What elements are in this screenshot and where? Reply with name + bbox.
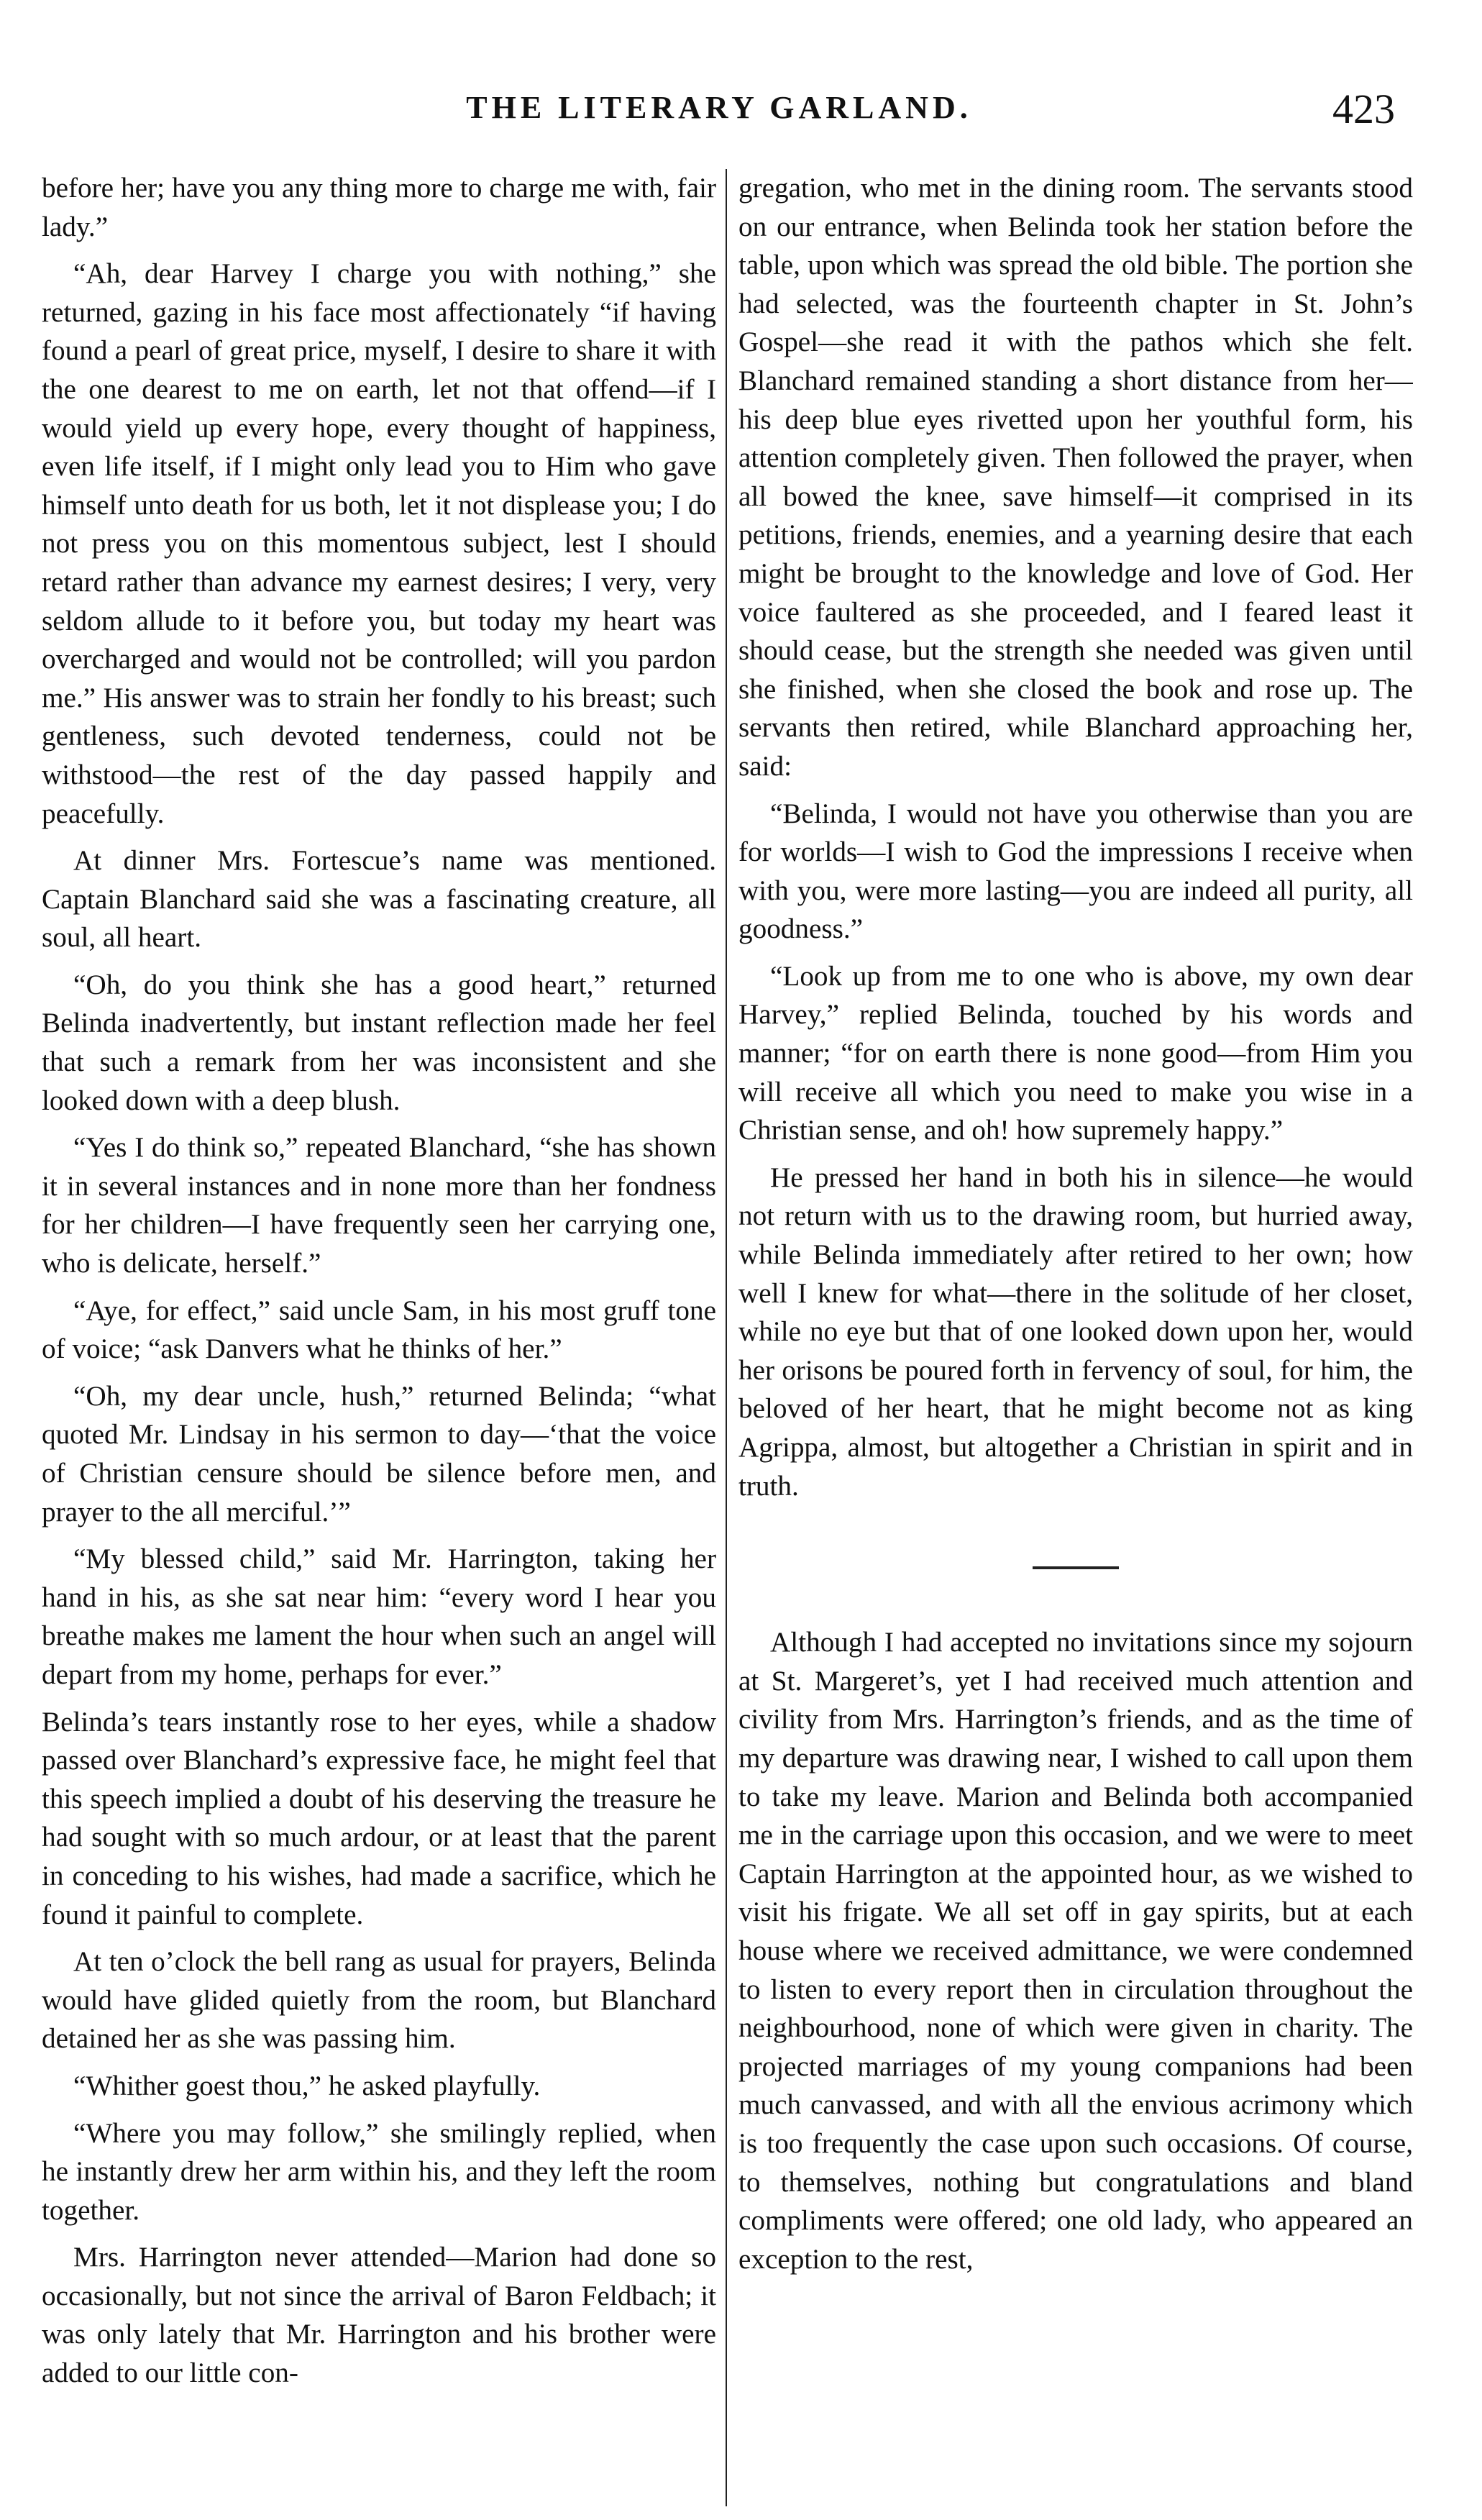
page-number: 423 <box>1332 86 1395 132</box>
column-divider <box>726 169 727 2506</box>
paragraph: Belinda’s tears instantly rose to her eyes, while a shadow passed over Blanchard’s expressive face, he might feel that this speech implied a doubt of his deserving the treasure he had sought with so much ardour, or at least that the parent in conceding to his wishes, had made a sacrifice, which he found it painful to complete. <box>42 1706 716 1930</box>
paragraph: “Oh, do you think she has a good heart,” returned Belinda inadvertently, but instant reflection made her feel that such a remark from her was inconsistent and she looked down with a deep blush. <box>42 969 716 1116</box>
paragraph: He pressed her hand in both his in silence—he would not return with us to the drawing room, but hurried away, while Belinda immediately after retired to her own; how well I knew for what—there in the solitude of her closet, while no eye but that of one looked down upon her, would her orisons be poured forth in fervency of soul, for him, the beloved of her heart, that he might become not as king Agrippa, almost, but altogether a Christian in spirit and in truth. <box>738 1161 1413 1502</box>
section-divider <box>1033 1566 1119 1569</box>
right-column <box>738 169 1413 2506</box>
paragraph: “Oh, my dear uncle, hush,” returned Belinda; “what quoted Mr. Lindsay in his sermon to day—‘that the voice of Christian censure should be silence before men, and prayer to the all merciful.’” <box>42 1380 716 1528</box>
paragraph: “Whither goest thou,” he asked playfully. <box>73 2070 541 2101</box>
running-title: THE LITERARY GARLAND. <box>466 90 972 125</box>
paragraph: before her; have you any thing more to charge me with, fair lady.” <box>42 173 716 242</box>
paragraph: At dinner Mrs. Fortescue’s name was mentioned. Captain Blanchard said she was a fascinating creature, all soul, all heart. <box>42 845 716 954</box>
paragraph: Although I had accepted no invitations since my sojourn at St. Margeret’s, yet I had received much attention and civility from Mrs. Harrington’s friends, and as the time of my departure was drawing near, I wished to call upon them to take my leave. Marion and Belinda both accompanied me in the carriage upon this occasion, and we were to meet Captain Harrington at the appointed hour, as we wished to visit his frigate. We all set off in gay spirits, but at each house where we received admittance, we were condemned to listen to every report then in circulation throughout the neighbourhood, none of which were given in charity. The projected marriages of my young companions had been much canvassed, and with all the envious acrimony which is too frequently the case upon such occasions. Of course, to themselves, nothing but congratulations and bland compliments were offered; one old lady, who appeared an exception to the rest, <box>738 1627 1413 2275</box>
page-header <box>29 85 1409 142</box>
paragraph: “Yes I do think so,” repeated Blanchard, “she has shown it in several instances and in none more than her fondness for her children—I have frequently seen her carrying one, who is delicate, herself.” <box>42 1132 716 1279</box>
paragraph: “Aye, for effect,” said uncle Sam, in his most gruff tone of voice; “ask Danvers what he thinks of her.” <box>42 1295 716 1365</box>
paragraph: Mrs. Harrington never attended—Marion had done so occasionally, but not since the arrival of Baron Feldbach; it was only lately that Mr. Harrington and his brother were added to our little con- <box>42 2242 716 2389</box>
paragraph: gregation, who met in the dining room. The servants stood on our entrance, when Belinda took her station before the table, upon which was spread the old bible. The portion she had selected, was the fourteenth chapter in St. John’s Gospel—she read it with the pathos which she felt. Blanchard remained standing a short distance from her—his deep blue eyes rivetted upon her youthful form, his attention completely given. Then followed the prayer, when all bowed the knee, save himself—it comprised in its petitions, friends, enemies, and a yearning desire that each might be brought to the knowledge and love of God. Her voice faultered as she proceeded, and I feared least it should cease, but the strength she needed was given until she finished, when she closed the book and rose up. The servants then retired, while Blanchard approaching her, said: <box>738 173 1413 782</box>
paragraph: “My blessed child,” said Mr. Harrington, taking her hand in his, as she sat near him: “every word I hear you breathe makes me lament the hour when such an angel will depart from my home, perhaps for ever.” <box>42 1543 716 1690</box>
paragraph: “Ah, dear Harvey I charge you with nothing,” she returned, gazing in his face most affectionately “if having found a pearl of great price, myself, I desire to share it with the one dearest to me on earth, let not that offend—if I would yield up every hope, every thought of happiness, even life itself, if I might only lead you to Him who gave himself unto death for us both, let it not displease you; I do not press you on this momentous subject, lest I should retard rather than advance my earnest desires; I very, very seldom allude to it before you, but today my heart was overcharged and would not be controlled; will you pardon me.” His answer was to strain her fondly to his breast; such gentleness, such devoted tenderness, could not be withstood—the rest of the day passed happily and peacefully. <box>42 258 716 829</box>
paragraph: “Belinda, I would not have you otherwise than you are for worlds—I wish to God the impressions I receive when with you, were more lasting—you are indeed all purity, all goodness.” <box>738 798 1413 945</box>
left-column <box>42 169 716 2506</box>
paragraph: “Look up from me to one who is above, my own dear Harvey,” replied Belinda, touched by his words and manner; “for on earth there is none good—from Him you will receive all which you need to make you wise in a Christian sense, and oh! how supremely happy.” <box>738 960 1413 1146</box>
paragraph: “Where you may follow,” she smilingly replied, when he instantly drew her arm within his, and they left the room together. <box>42 2117 716 2226</box>
paragraph: At ten o’clock the bell rang as usual for prayers, Belinda would have glided quietly from the room, but Blanchard detained her as she was passing him. <box>42 1946 716 2055</box>
